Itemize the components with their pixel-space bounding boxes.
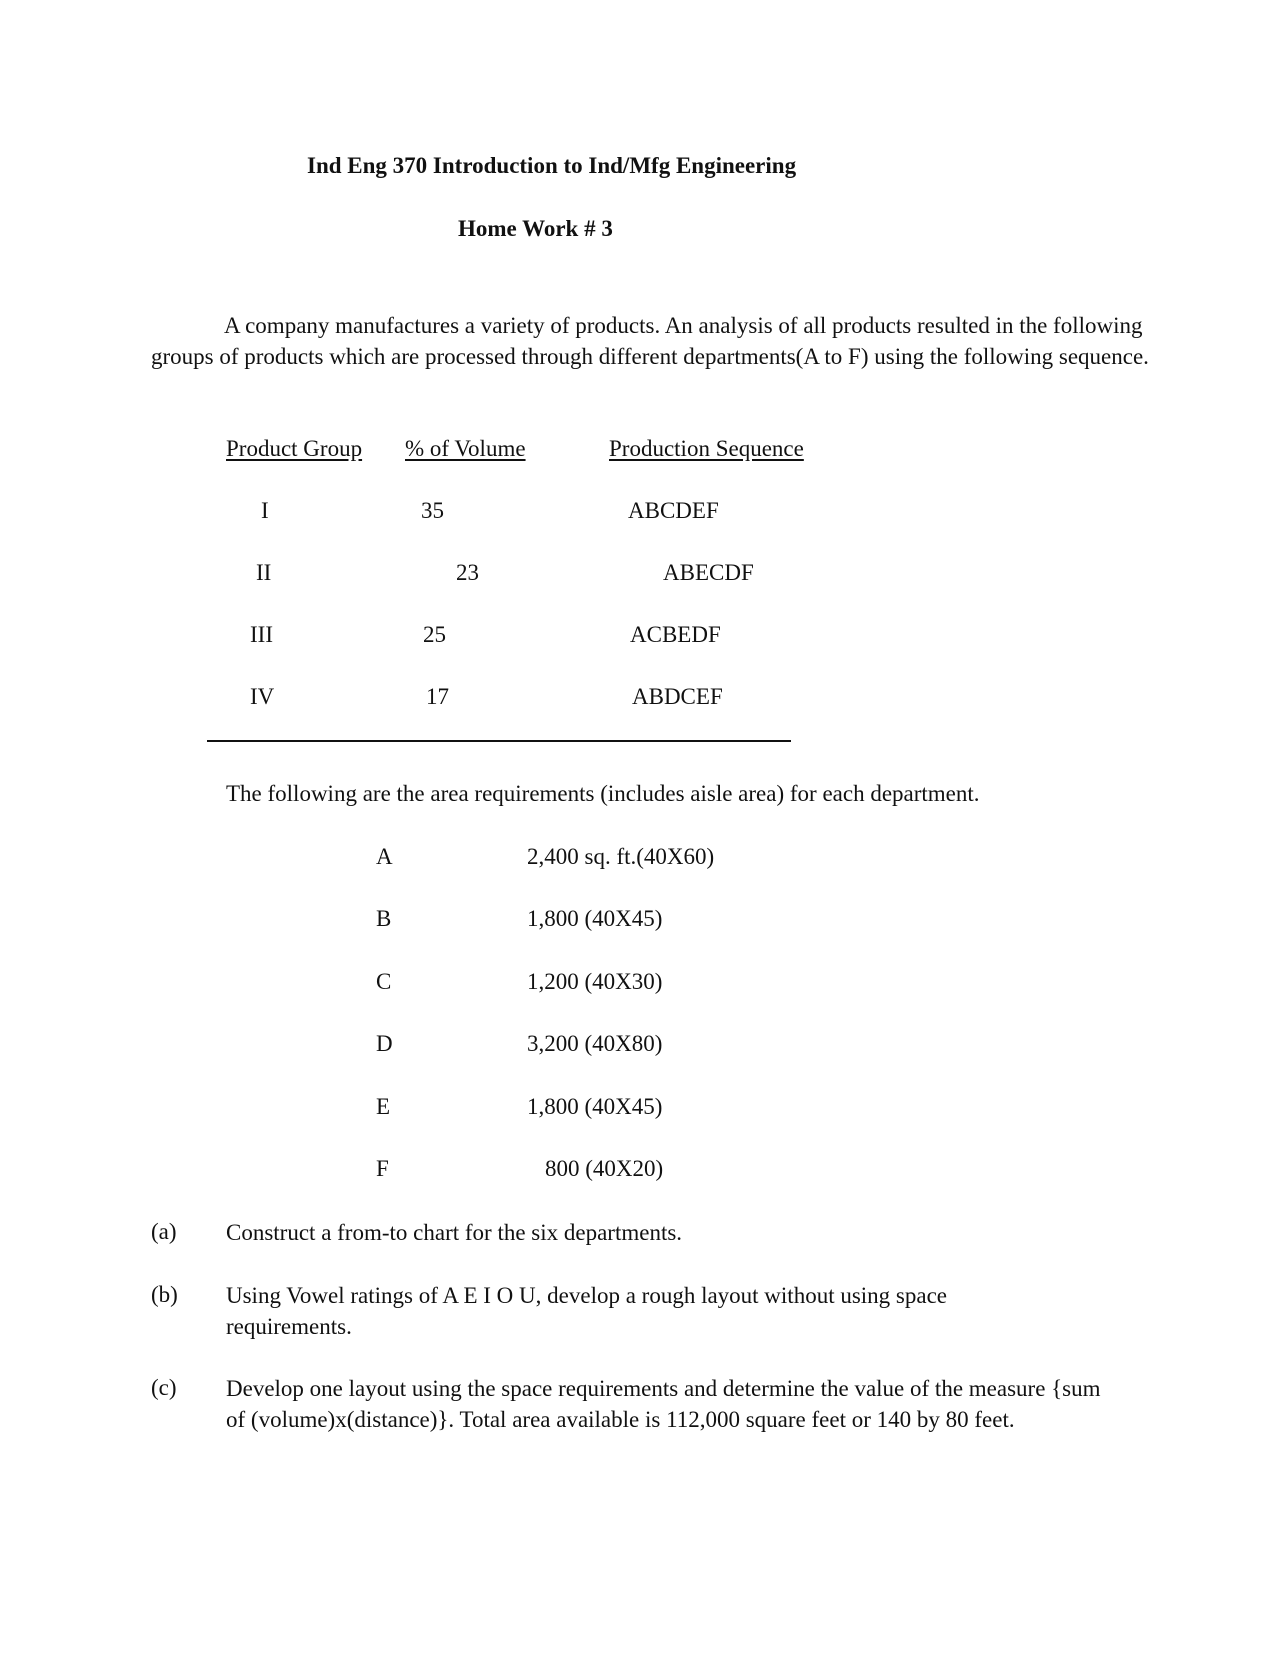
row-1-sequence: ABCDEF	[628, 498, 719, 523]
question-c-label: (c)	[151, 1375, 177, 1400]
course-title: Ind Eng 370 Introduction to Ind/Mfg Engineering	[307, 153, 797, 178]
question-b-text: Using Vowel ratings of A E I O U, develop a rough layout without using space requirements.	[226, 1283, 948, 1339]
area-dept-a: A	[376, 844, 393, 869]
row-3-group: III	[250, 622, 273, 647]
row-4-volume: 17	[426, 684, 449, 709]
area-value-f: 800 (40X20)	[545, 1156, 664, 1181]
area-value-a: 2,400 sq. ft.(40X60)	[527, 844, 715, 869]
area-dept-f: F	[376, 1156, 389, 1181]
header-product-group: Product Group	[226, 436, 363, 461]
row-2-group: II	[256, 560, 272, 585]
area-dept-c: C	[376, 969, 392, 994]
intro-paragraph	[151, 310, 1161, 372]
area-value-d: 3,200 (40X80)	[527, 1031, 663, 1056]
question-a-text: Construct a from-to chart for the six departments.	[226, 1220, 683, 1245]
area-intro: The following are the area requirements (includes aisle area) for each department.	[226, 781, 980, 806]
table-divider	[207, 740, 791, 742]
row-1-group: I	[261, 498, 269, 523]
header-production-sequence: Production Sequence	[609, 436, 804, 461]
row-2-volume: 23	[456, 560, 479, 585]
question-b-label: (b)	[151, 1282, 178, 1307]
area-dept-d: D	[376, 1031, 393, 1056]
row-2-sequence: ABECDF	[663, 560, 754, 585]
intro-text: A company manufactures a variety of products. An analysis of all products resulted in the following groups of products which are processed through different departments(A to F) using the following sequence.	[151, 313, 1149, 369]
row-3-volume: 25	[423, 622, 446, 647]
row-4-group: IV	[250, 684, 275, 709]
area-value-c: 1,200 (40X30)	[527, 969, 663, 994]
area-dept-b: B	[376, 906, 392, 931]
header-volume: % of Volume	[405, 436, 526, 461]
area-value-b: 1,800 (40X45)	[527, 906, 663, 931]
row-4-sequence: ABDCEF	[632, 684, 723, 709]
assignment-title: Home Work # 3	[458, 216, 613, 241]
row-1-volume: 35	[421, 498, 444, 523]
question-a-label: (a)	[151, 1219, 177, 1244]
question-c-text: Develop one layout using the space requirements and determine the value of the measure {sum of (volume)x(distance)}. Total area available is 112,000 square feet or 140 by 80 feet.	[226, 1376, 1101, 1432]
row-3-sequence: ACBEDF	[630, 622, 721, 647]
area-dept-e: E	[376, 1094, 391, 1119]
area-value-e: 1,800 (40X45)	[527, 1094, 663, 1119]
